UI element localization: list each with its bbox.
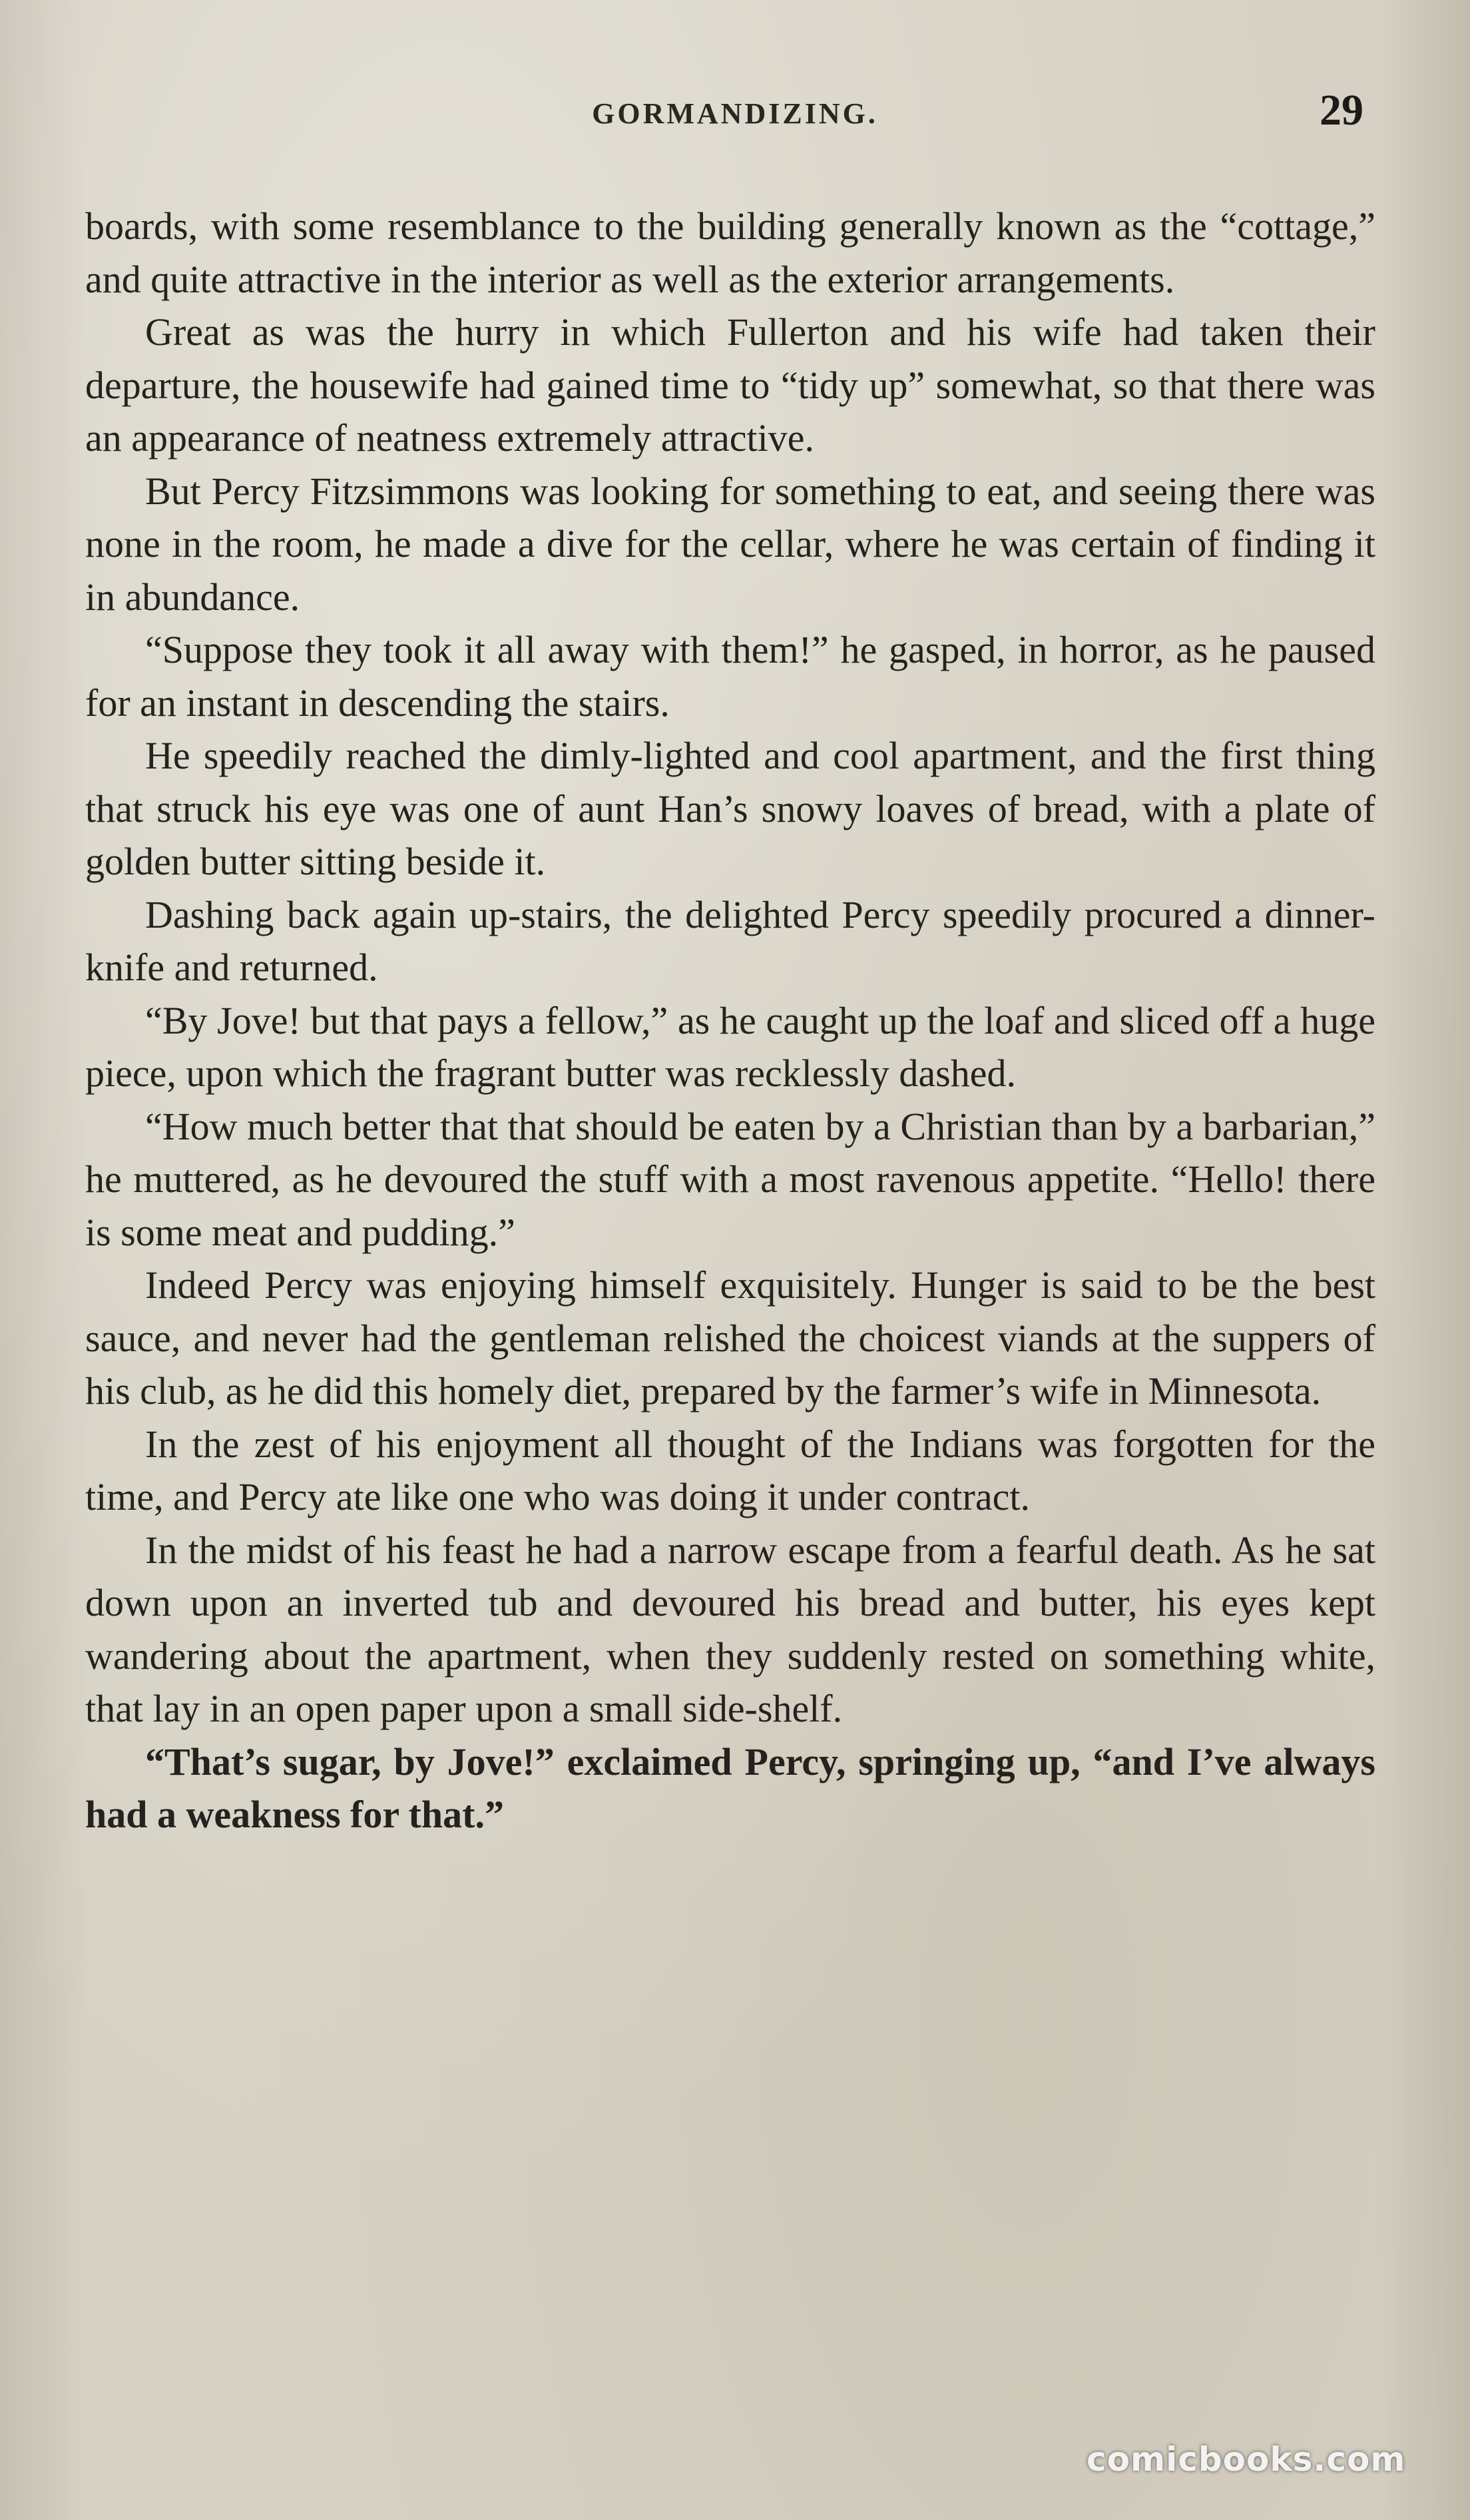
running-head: GORMANDIZING.: [592, 97, 878, 130]
paragraph: “That’s sugar, by Jove!” exclaimed Percy, springing up, “and I’ve always had a weakness for that.”: [85, 1739, 1375, 1836]
paragraph: In the zest of his enjoyment all thought of the Indians was forgotten for the time, and Percy ate like one who was doing it under contract.: [85, 1422, 1375, 1518]
paragraph: Indeed Percy was enjoying himself exquisitely. Hunger is said to be the best sauce, and never had the gentleman relished the choicest viands at the suppers of his club, as he did this homely diet, prepared by the farmer’s wife in Minnesota.: [85, 1263, 1375, 1413]
paragraph: “How much better that that should be eaten by a Christian than by a barbarian,” he muttered, as he devoured the stuff with a most ravenous appetite. “Hello! there is some meat and pudding.”: [85, 1104, 1375, 1254]
paragraph: In the midst of his feast he had a narrow escape from a fearful death. As he sat down upon an inverted tub and devoured his bread and butter, his eyes kept wandering about the apartment, when they suddenly rested on something white, that lay in an open paper upon a small side-shelf.: [85, 1528, 1375, 1730]
body-text: [85, 200, 1375, 1841]
paragraph: But Percy Fitzsimmons was looking for something to eat, and seeing there was none in the room, he made a dive for the cellar, where he was certain of finding it in abundance.: [85, 469, 1375, 619]
watermark: comicbooks.com: [1087, 2440, 1406, 2479]
paragraph: boards, with some resemblance to the building generally known as the “cottage,” and quite attractive in the interior as well as the exterior arrangements.: [85, 204, 1375, 301]
page-number: 29: [1320, 86, 1363, 135]
paragraph: He speedily reached the dimly-lighted and cool apartment, and the first thing that struck his eye was one of aunt Han’s snowy loaves of bread, with a plate of golden butter sitting beside it.: [85, 734, 1375, 883]
paragraph: Dashing back again up-stairs, the delighted Percy speedily procured a dinner-knife and returned.: [85, 892, 1375, 989]
paragraph: Great as was the hurry in which Fullerton and his wife had taken their departure, the housewife had gained time to “tidy up” somewhat, so that there was an appearance of neatness extremely attractive.: [85, 310, 1375, 460]
paragraph: “By Jove! but that pays a fellow,” as he caught up the loaf and sliced off a huge piece, upon which the fragrant butter was recklessly dashed.: [85, 998, 1375, 1095]
paragraph: “Suppose they took it all away with them!” he gasped, in horror, as he paused for an instant in descending the stairs.: [85, 628, 1375, 725]
